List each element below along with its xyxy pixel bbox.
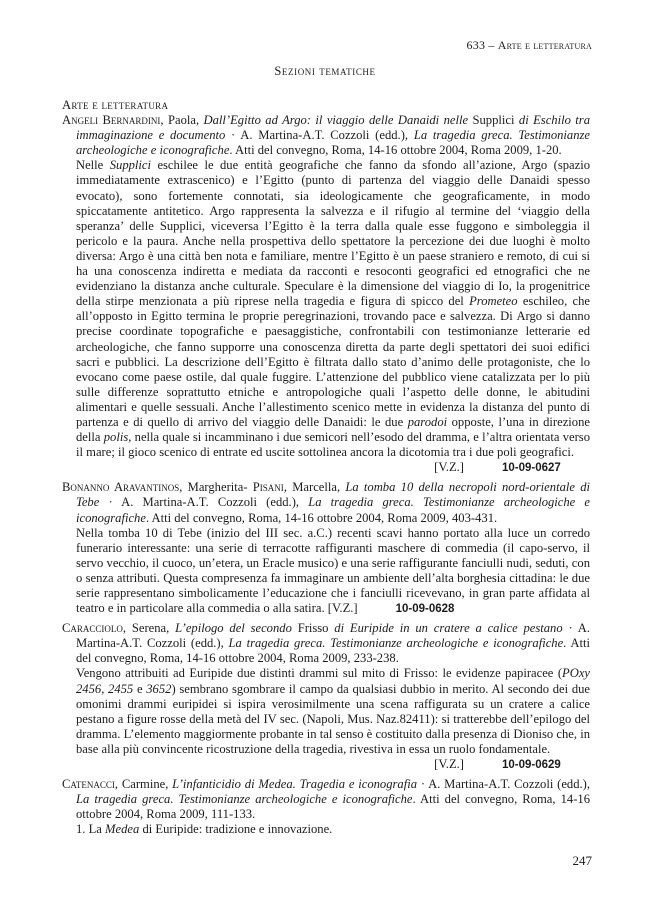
section-title: Sezioni tematiche xyxy=(274,64,376,78)
abstract-text: e xyxy=(133,681,147,696)
reviewer-signature: [V.Z.] xyxy=(434,460,464,475)
abstract-text: Nella tomba 10 di Tebe (inizio del III sec. a.C.) recenti scavi hanno portato alla luce un corredo funerario interessante: una serie di terracotte raffiguranti maschere di commedia (il capo-servo, il servo vecchio, il cuoco, un’etera, un Eracle musico) e una serie raffigurante fanciulli nudi, seduti, con o senza attributi. Questa compresenza fa immaginare un ambiente dell’alta borghesia cittadina: le due serie rappresentano simbolicamente l’educazione che i fanciulli ricevevano, in gran parte affidata al teatro e in particolare alla commedia o alla satira. xyxy=(76,525,590,616)
author-name: , Paola, xyxy=(160,113,204,128)
bibliography-entry xyxy=(62,113,590,476)
citation-separator: · A. Martina-A.T. Cozzoli (edd.), xyxy=(417,777,590,792)
article-title: Dall’Egitto ad Argo: il viaggio delle Danaidi nelle xyxy=(203,113,473,128)
author-surname: Angeli Bernardini xyxy=(62,113,161,128)
author-name: , Serena, xyxy=(122,621,176,636)
entry-id: 10-09-0627 xyxy=(502,462,561,475)
article-title-plain: Frisso xyxy=(297,621,329,636)
abstract-text: , nella quale si incamminano i due semicori nell’esodo del dramma, e l’altra orientata verso il mare; il gioco scenico di entrate ed uscite sottolinea ancora la dicotomia tra i due poli geografici. xyxy=(76,430,590,460)
abstract-italic: Supplici xyxy=(109,158,151,173)
citation-separator: · A. Martina-A.T. Cozzoli (edd.), xyxy=(225,128,414,143)
abstract-text: Vengono attribuiti ad Euripide due distinti drammi sul mito di Frisso: le evidenze papiracee ( xyxy=(76,666,563,681)
abstract xyxy=(62,822,590,837)
article-title: L’epilogo del secondo xyxy=(175,621,298,636)
bibliography-content xyxy=(62,98,590,842)
publication-info: . Atti del convegno, Roma, 14-16 ottobre 2004, Roma 2009, 403-431. xyxy=(145,510,498,525)
citation-separator: · A. Martina-A.T. Cozzoli (edd.), xyxy=(76,621,591,651)
signature-row xyxy=(62,757,590,773)
abstract-italic: parodoi xyxy=(407,414,448,429)
publication-info: . Atti del convegno, Roma, 14-16 ottobre 2004, Roma 2009, 233-238. xyxy=(76,636,590,666)
author-surname: Bonanno Aravantinos xyxy=(62,480,180,495)
abstract-text: Nelle xyxy=(76,158,110,173)
citation xyxy=(62,621,590,666)
abstract-text: eschileo, che all’opposto in Egitto termina le proprie peregrinazioni, trovando pace e salvezza. Di Argo si danno precise coordinate topografiche e paesaggistiche, confrontabili con testimonianze letterarie ed archeologiche, che fanno supporre una conoscenza diretta da parte degli spettatori dei suoi edifici sacri e pubblici. La descrizione dell’Egitto è filtrata dallo stato d’animo delle protagoniste, che lo evocano come paese ostile, dal quale fuggire. L’attenzione del pubblico viene catalizzata per lo più sulle differenze soprattutto etniche e antropologiche quali l’aspetto delle donne, le abitudini alimentari e quelle sessuali. Anche l’allestimento scenico mette in evidenza la distanza del punto di partenza e di quello di arrivo del viaggio delle Danaidi: le due xyxy=(76,294,590,429)
bibliography-entry xyxy=(62,621,590,773)
reviewer-signature: [V.Z.] xyxy=(434,757,464,772)
article-title-plain: Supplici xyxy=(472,113,515,128)
running-head-dash: – xyxy=(485,38,498,52)
signature-row xyxy=(62,460,590,476)
subsection-heading: Arte e letteratura xyxy=(62,98,169,112)
volume-title: La tragedia greca. Testimonianze archeologiche e iconografiche xyxy=(76,792,413,807)
author-surname: Catenacci xyxy=(62,777,115,792)
bibliography-entry xyxy=(62,777,590,837)
page-number: 247 xyxy=(572,853,592,868)
publication-info: . Atti del convegno, Roma, 14-16 ottobre 2004, Roma 2009, 1-20. xyxy=(229,143,562,158)
abstract xyxy=(62,158,590,460)
abstract-text: eschilee le due entità geografiche che fanno da sfondo all’azione, Argo (spazio immediatamente extrascenico) e l’Egitto (punto di partenza del viaggio delle Danaidi spesso evocato), sono fortemente connotati, sia ideologicamente che geograficamente, in modo spiccatamente antitetico. Argo rappresenta la salvezza e il rifugio al termine del ‘viaggio della speranza’ delle Supplici, viceversa l’Egitto è la terra dalla quale esse fuggono e simboleggia il pericolo e la paura. Anche nella prospettiva dello spettatore la percezione dei due luoghi è molto diversa: Argo è una città ben nota e familiare, mentre l’Egitto è un paese straniero e remoto, di cui si ha una conoscenza indiretta e mediata da racconti e resoconti geografici ed etnografici che ne evidenziano la distanza anche culturale. Speculare è la dimensione del viaggio di Io, la progenitrice della stirpe menzionata a più riprese nella tragedia e figura di spicco del xyxy=(76,158,590,309)
citation xyxy=(62,113,590,158)
publication-info: . Atti del convegno, Roma, 14-16 ottobre 2004, Roma 2009, 111-133. xyxy=(76,792,590,822)
volume-title: La tragedia greca. Testimonianze archeologiche e iconografiche xyxy=(228,636,564,651)
article-title-end: di Eschilo tra immaginazione e documento xyxy=(76,113,590,143)
author-name: , Marcella, xyxy=(283,480,346,495)
abstract-italic: 2456, 2455 xyxy=(76,681,134,696)
abstract-text: 1. La xyxy=(76,822,106,837)
abstract-italic: POxy xyxy=(562,666,590,681)
abstract xyxy=(62,666,590,757)
volume-title: La tragedia greca. Testimonianze archeologiche e iconografiche xyxy=(76,495,591,525)
reviewer-signature: [V.Z.] xyxy=(327,601,358,616)
running-head xyxy=(467,38,592,53)
abstract-italic: Prometeo xyxy=(469,294,518,309)
citation-separator: · A. Martina-A.T. Cozzoli (edd.), xyxy=(99,495,309,510)
abstract-italic: 3652 xyxy=(146,681,172,696)
author-surname: Caracciolo xyxy=(62,621,123,636)
running-head-number: 633 xyxy=(466,38,486,52)
citation xyxy=(62,480,590,525)
author-surname: Pisani xyxy=(252,480,284,495)
article-title-end: di Euripide in un cratere a calice pestano xyxy=(328,621,563,636)
abstract-text: di Euripide: tradizione e innovazione. xyxy=(139,822,333,837)
article-title: La tomba 10 della necropoli nord-orientale di Tebe xyxy=(76,480,591,510)
entry-id: 10-09-0629 xyxy=(502,759,561,772)
citation xyxy=(62,777,590,822)
author-name: , Margherita- xyxy=(179,480,253,495)
running-head-title: Arte e letteratura xyxy=(497,38,592,52)
abstract-italic: Medea xyxy=(105,822,140,837)
abstract-italic: polis xyxy=(103,430,129,445)
article-title: L’infanticidio di Medea. Tragedia e iconografia xyxy=(172,777,418,792)
bibliography-entry xyxy=(62,480,590,617)
abstract-text: ) sembrano sgombrare il campo da qualsiasi dubbio in merito. Al secondo dei due omonimi drammi euripidei si ispira verosimilmente una scena raffigurata su un cratere a calice pestano a figure rosse della metà del IV sec. (Napoli, Mus. Naz.82411): si tratterebbe dell’epilogo del dramma. L’elemento maggiormente probante in tal senso è costituito dalla presenza di Dioniso che, in base alla più convincente ricostruzione della tragedia, rivestiva in essa un ruolo fondamentale. xyxy=(76,681,591,756)
abstract xyxy=(62,526,590,618)
volume-title: La tragedia greca. Testimonianze archeologiche e iconografiche xyxy=(76,128,591,158)
author-name: , Carmine, xyxy=(114,777,173,792)
abstract-text: opposte, l’una in direzione della xyxy=(76,414,590,445)
entry-id: 10-09-0628 xyxy=(395,603,455,616)
